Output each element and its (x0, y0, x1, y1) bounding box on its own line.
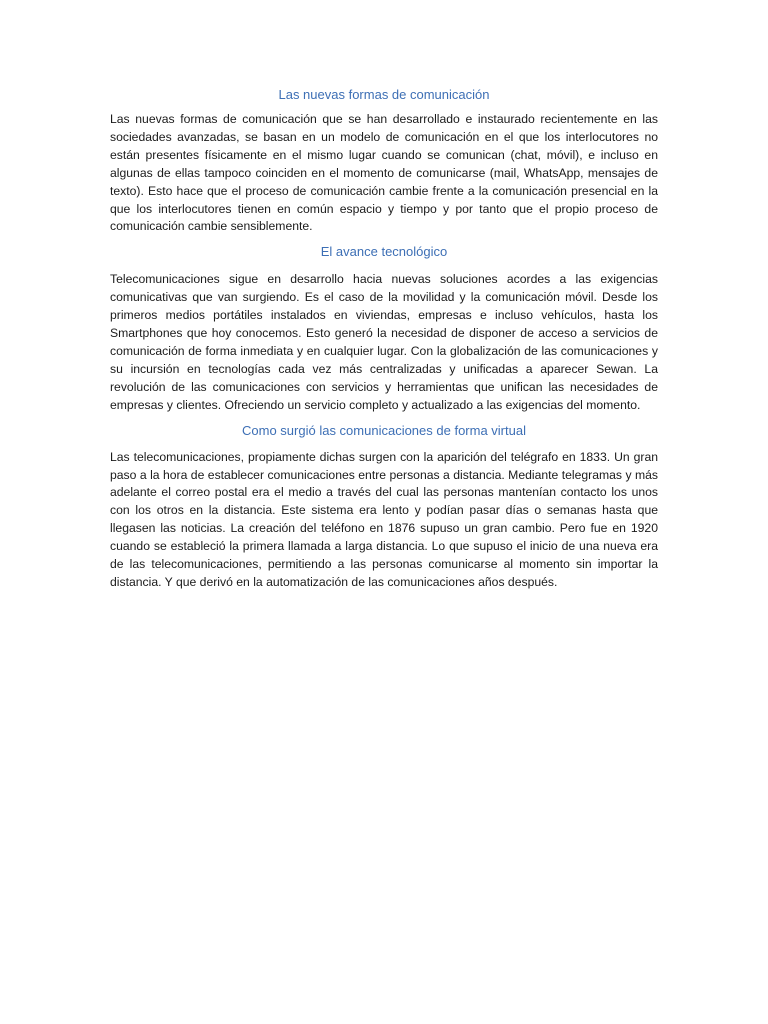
section-heading-comunicaciones-virtual: Como surgió las comunicaciones de forma virtual (242, 422, 526, 438)
section-body-avance-tecnologico: Telecomunicaciones sigue en desarrollo hacia nuevas soluciones acordes a las exigencias comunicativas que van surgiendo. Es el caso de la movilidad y la comunicación móvil. Desde los primeros medios portátiles instalados en viviendas, empresas e incluso vehículos, hasta los Smartphones que hoy conocemos. Esto generó la necesidad de disponer de acceso a servicios de comunicación de forma inmediata y en cualquier lugar. Con la globalización de las comunicaciones y su incursión en tecnologías cada vez más centralizadas y unificadas a aparecer Sewan. La revolución de las comunicaciones con servicios y herramientas que unifican las necesidades de empresas y clientes. Ofreciendo un servicio completo y actualizado a las exigencias del momento. (110, 272, 658, 412)
section-heading-nuevas-formas: Las nuevas formas de comunicación (278, 87, 490, 102)
document-page (110, 84, 658, 592)
section-body-comunicaciones-virtual: Las telecomunicaciones, propiamente dichas surgen con la aparición del telégrafo en 1833. Un gran paso a la hora de establecer comunicaciones entre personas a distancia. Mediante telegramas y más adelante el correo postal era el medio a través del cual las personas mantenían contacto los unos con los otros en la distancia. Este sistema era lento y podían pasar días o semanas hasta que llegasen las noticias. La creación del teléfono en 1876 supuso un gran cambio. Pero fue en 1920 cuando se estableció la primera llamada a larga distancia. Lo que supuso el inicio de una nueva era de las telecomunicaciones, permitiendo a las personas comunicarse al momento sin importar la distancia. Y que derivó en la automatización de las comunicaciones años después. (110, 449, 658, 589)
section-body-nuevas-formas: Las nuevas formas de comunicación que se han desarrollado e instaurado recientemente en las sociedades avanzadas, se basan en un modelo de comunicación en el que los interlocutores no están presentes físicamente en el mismo lugar cuando se comunican (chat, móvil), e incluso en algunas de ellas tampoco coinciden en el momento de comunicarse (mail, WhatsApp, mensajes de texto). Esto hace que el proceso de comunicación cambie frente a la comunicación presencial en la que los interlocutores tienen en común espacio y tiempo y por tanto que el propio proceso de comunicación cambie sensiblemente. (110, 112, 658, 234)
section-heading-avance-tecnologico: El avance tecnológico (320, 244, 448, 260)
